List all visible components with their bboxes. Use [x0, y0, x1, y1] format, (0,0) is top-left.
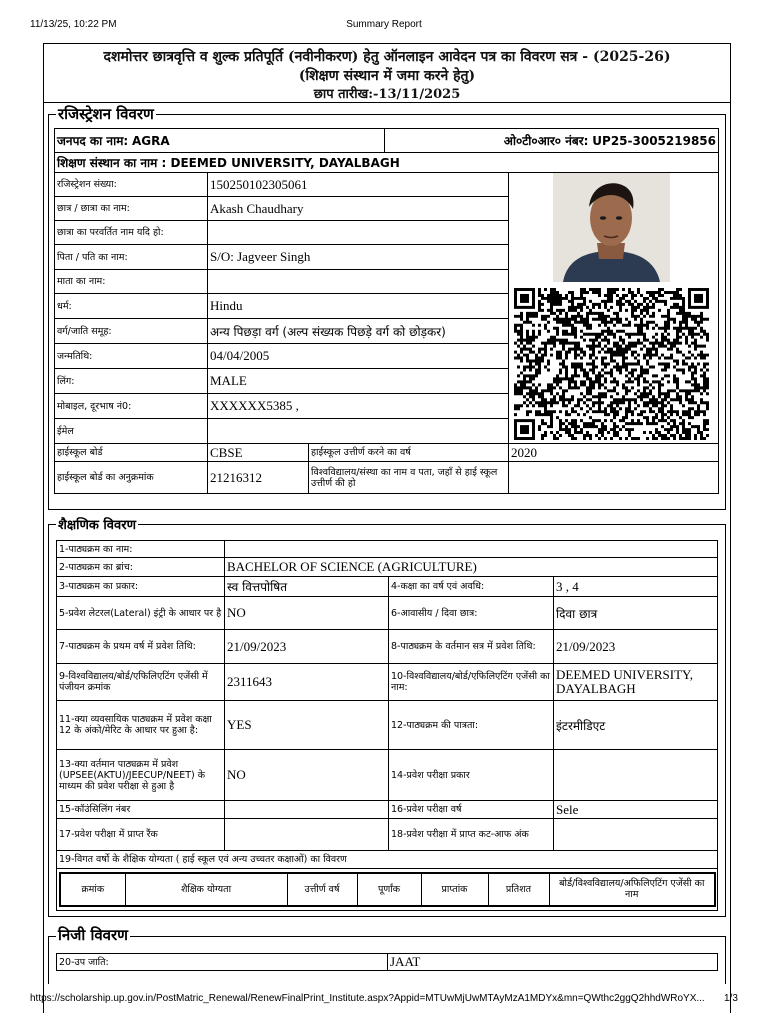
reg-label: पिता / पति का नाम:	[55, 245, 208, 270]
entrance-exam-admission-value: NO	[225, 750, 389, 801]
merit-admission-label: 11-क्या व्यवसायिक पाठ्यक्रम में प्रवेश कक्षा 12 के अंको/मेरिट के आधार पर हुआ है:	[57, 701, 225, 750]
university-name-value: DEEMED UNIVERSITY, DAYALBAGH	[554, 664, 718, 701]
gender-value: MALE	[208, 369, 509, 394]
title-divider	[43, 102, 731, 103]
reg-label: वर्ग/जाति समूह:	[55, 319, 208, 344]
print-datetime: 11/13/25, 10:22 PM	[30, 19, 117, 30]
branch-value: BACHELOR OF SCIENCE (AGRICULTURE)	[225, 558, 718, 577]
year-duration-value: 3 , 4	[554, 577, 718, 597]
university-reg-label: 9-विश्वविद्यालय/बोर्ड/एफिलिएटिंग एजेंसी में पंजीयन क्रमांक	[57, 664, 225, 701]
print-url: https://scholarship.up.gov.in/PostMatric_Renewal/RenewFinalPrint_Institute.aspx?Appid=MTUwMjUwMTAyMzA1MDYx&mn=QWthc2ggQ2hhdWRoYX...	[30, 993, 705, 1004]
district-label: जनपद का नाम:	[57, 134, 129, 148]
current-session-admission-label: 8-पाठ्यक्रम के वर्तमान सत्र में प्रवेश तिथि:	[389, 630, 554, 664]
reg-label: रजिस्ट्रेशन संख्या:	[55, 173, 208, 197]
reg-label: लिंग:	[55, 369, 208, 394]
reg-label: ईमेल	[55, 419, 208, 444]
previous-qualification-label: 19-विगत वर्षो के शैक्षिक योग्यता ( हाई स्कूल एवं अन्य उच्चतर कक्षाओं) का विवरण	[57, 851, 718, 869]
print-page-counter: 1/3	[724, 993, 738, 1004]
entrance-exam-admission-label: 13-क्या वर्तमान पाठ्यक्रम में प्रवेश (UPSEE(AKTU)/JEECUP/NEET) के माध्यम की प्रवेश परीक्षा से हुआ है	[57, 750, 225, 801]
hs-institution-label: विश्वविद्यालय/संस्था का नाम व पता, जहाँ से हाई स्कूल उत्तीर्ण की हो	[309, 462, 509, 494]
university-name-label: 10-विश्वविद्यालय/बोर्ड/एफिलिएटिंग एजेंसी का नाम:	[389, 664, 554, 701]
current-session-admission-value: 21/09/2023	[554, 630, 718, 664]
subcaste-value: JAAT	[388, 954, 718, 971]
course-type-label: 3-पाठ्यक्रम का प्रकार:	[57, 577, 225, 597]
hs-board-value: CBSE	[208, 444, 309, 462]
otr-label: ओ०टी०आर० नंबर:	[503, 134, 589, 148]
mobile-value: XXXXXX5385 ,	[208, 394, 509, 419]
lateral-entry-label: 5-प्रवेश लेटरल(Lateral) इंट्री के आधार पर है	[57, 597, 225, 630]
registration-legend: रजिस्ट्रेशन विवरण	[58, 105, 154, 123]
merit-admission-value: YES	[225, 701, 389, 750]
prev-col-header: प्रतिशत	[488, 873, 549, 906]
entrance-rank-value	[225, 819, 389, 851]
residential-label: 6-आवासीय / दिवा छात्र:	[389, 597, 554, 630]
hs-board-label: हाईस्कूल बोर्ड	[55, 444, 208, 462]
religion-value: Hindu	[208, 294, 509, 319]
otr-value: UP25-3005219856	[592, 134, 716, 148]
previous-qualification-cell	[57, 869, 718, 911]
course-name-label: 1-पाठ्यक्रम का नाम:	[57, 541, 225, 558]
reg-label: जन्मतिथि:	[55, 344, 208, 369]
institution-label: शिक्षण संस्थान का नाम :	[57, 156, 167, 170]
cutoff-marks-label: 18-प्रवेश परीक्षा में प्राप्त कट-आफ अंक	[389, 819, 554, 851]
entrance-exam-year-value: Sele	[554, 801, 718, 819]
branch-label: 2-पाठ्यक्रम का ब्रांच:	[57, 558, 225, 577]
student-photo	[553, 173, 670, 282]
year-duration-label: 4-कक्षा का वर्ष एवं अवधि:	[389, 577, 554, 597]
reg-label: माता का नाम:	[55, 270, 208, 294]
counselling-no-label: 15-कॉउंसिलिंग नंबर	[57, 801, 225, 819]
student-name-value: Akash Chaudhary	[208, 197, 509, 221]
residential-value: दिवा छात्र	[554, 597, 718, 630]
doc-title: दशमोत्तर छात्रवृत्ति व शुल्क प्रतिपूर्ति (नवीनीकरण) हेतु ऑनलाइन आवेदन पत्र का विवरण सत्र - (2025-26)	[103, 49, 671, 65]
category-value: अन्य पिछड़ा वर्ग (अल्प संख्यक पिछड़े वर्ग को छोड़कर)	[208, 319, 509, 344]
lateral-entry-value: NO	[225, 597, 389, 630]
course-name-value	[225, 541, 718, 558]
reg-label: धर्म:	[55, 294, 208, 319]
reg-label: छात्र / छात्रा का नाम:	[55, 197, 208, 221]
district-value: AGRA	[132, 134, 170, 148]
university-reg-value: 2311643	[225, 664, 389, 701]
mother-name-value	[208, 270, 509, 294]
qr-code-icon	[514, 288, 709, 440]
prev-col-header: शैक्षिक योग्यता	[125, 873, 287, 906]
personal-table	[56, 953, 718, 971]
reg-no-value: 150250102305061	[208, 173, 509, 197]
doc-subtitle: (शिक्षण संस्थान में जमा करने हेतु)	[298, 68, 476, 84]
reg-label: मोबाइल, दूरभाष नं0:	[55, 394, 208, 419]
hs-institution-value	[509, 462, 719, 494]
print-date: छाप तारीख:-13/11/2025	[313, 87, 461, 102]
father-name-value: S/O: Jagveer Singh	[208, 245, 509, 270]
prev-col-header: उत्तीर्ण वर्ष	[287, 873, 357, 906]
dob-value: 04/04/2005	[208, 344, 509, 369]
prev-col-header: प्राप्तांक	[421, 873, 488, 906]
personal-legend: निजी विवरण	[58, 926, 128, 944]
print-page-title: Summary Report	[346, 19, 422, 30]
reg-label: छात्रा का परवर्तित नाम यदि हो:	[55, 221, 208, 245]
institution-cell	[55, 153, 719, 173]
hs-year-value: 2020	[509, 444, 719, 462]
institution-value: DEEMED UNIVERSITY, DAYALBAGH	[170, 156, 400, 170]
first-year-admission-value: 21/09/2023	[225, 630, 389, 664]
entrance-exam-year-label: 16-प्रवेश परीक्षा वर्ष	[389, 801, 554, 819]
academic-legend: शैक्षणिक विवरण	[56, 515, 138, 533]
entrance-rank-label: 17-प्रवेश परीक्षा में प्राप्त रैंक	[57, 819, 225, 851]
eligibility-label: 12-पाठ्यक्रम की पात्रता:	[389, 701, 554, 750]
hs-roll-value: 21216312	[208, 462, 309, 494]
entrance-exam-type-label: 14-प्रवेश परीक्षा प्रकार	[389, 750, 554, 801]
counselling-no-value	[225, 801, 389, 819]
changed-name-value	[208, 221, 509, 245]
previous-qualification-table	[59, 872, 716, 907]
prev-col-header: क्रमांक	[60, 873, 125, 906]
hs-roll-label: हाईस्कूल बोर्ड का अनुक्रमांक	[55, 462, 208, 494]
prev-col-header: बोर्ड/विश्वविद्यालय/अफिलिएटिंग एजेंसी का नाम	[549, 873, 715, 906]
subcaste-label: 20-उप जाति:	[57, 954, 388, 971]
eligibility-value: इंटरमीडिएट	[554, 701, 718, 750]
prev-col-header: पूर्णांक	[357, 873, 421, 906]
hs-year-label: हाईस्कूल उत्तीर्ण करने का वर्ष	[309, 444, 509, 462]
academic-table	[56, 540, 718, 911]
email-value	[208, 419, 509, 444]
first-year-admission-label: 7-पाठ्यक्रम के प्रथम वर्ष में प्रवेश तिथि:	[57, 630, 225, 664]
entrance-exam-type-value	[554, 750, 718, 801]
district-otr-table	[54, 128, 719, 173]
course-type-value: स्व वित्तपोषित	[225, 577, 389, 597]
cutoff-marks-value	[554, 819, 718, 851]
